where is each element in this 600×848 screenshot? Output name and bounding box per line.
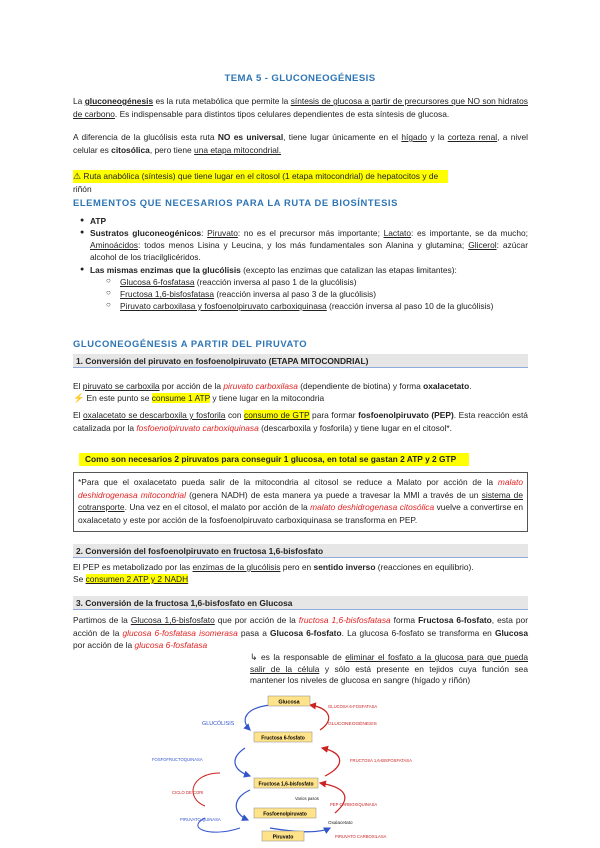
sub-bullet-icon: ○ (106, 288, 111, 297)
text: forma (390, 615, 419, 625)
list-item-atp: ATP (90, 216, 107, 226)
text: Partimos de la (73, 615, 131, 625)
text-bold: Glucosa 6-fosfato (270, 627, 342, 638)
bullet-icon: ● (80, 229, 85, 236)
enzyme-label: PIRUVATO CARBOXILASA (335, 834, 387, 839)
text-highlighted: consume 1 ATP (151, 393, 211, 403)
enzyme-label: GLUCOSA 6-FOSFATASA (328, 704, 378, 709)
text-bold: Glucosa (494, 627, 528, 638)
text-underlined: síntesis de glucosa a partir de precursores que NO son hidratos de carbono (73, 96, 528, 119)
f16bp-label: Fructosa 1,6-bisfosfato (258, 781, 314, 788)
text: , a nivel celular es (73, 132, 528, 155)
malate-shuttle-box (73, 472, 528, 532)
text: pero en (280, 562, 314, 572)
text: es la ruta metabólica que permite la (153, 96, 291, 106)
text: vuelve a convertirse en oxalacetato y este por acción de la fosfoenolpiruvato carboxiquinasa se transforma en PEP. (78, 502, 524, 525)
text: (dependiente de biotina) y forma (297, 381, 424, 391)
glucose-label: Glucosa (278, 699, 300, 706)
text-bold: sentido inverso (313, 562, 376, 572)
enzyme-name: fructosa 1,6-bisfosfatasa (298, 615, 391, 625)
arrow-down (236, 790, 250, 820)
text: A diferencia de la glucólisis esta ruta (73, 132, 218, 142)
term-gluconeogenesis: gluconeogénesis (84, 96, 154, 106)
text: Se (73, 574, 86, 584)
pep-label: Fosfoenolpiruvato (263, 811, 307, 818)
text: para formar (309, 410, 359, 420)
step-3-note (250, 652, 528, 687)
text: por acción de la (159, 381, 224, 391)
sub-bullet-icon: ○ (106, 300, 111, 309)
arrow-up (320, 783, 345, 813)
sub-item-3 (120, 300, 528, 312)
note-highlight: Como son necesarios 2 piruvatos para conseguir 1 glucosa, en total se gastan 2 ATP y 2 GTP (79, 453, 469, 466)
section-heading-pyruvate: GLUCONEOGÉNESIS A PARTIR DEL PIRUVATO (73, 338, 308, 349)
text-bold: oxalacetato (423, 381, 470, 391)
text: . Esta reacción está catalizada por la (73, 410, 528, 433)
text-underlined: Fructosa 1,6-bisfosfatasa (120, 289, 215, 299)
bullet-icon: ● (80, 217, 85, 224)
highlight-summary (73, 170, 448, 194)
page-title: TEMA 5 - GLUCONEOGÉNESIS (224, 73, 376, 84)
text: La (73, 96, 85, 106)
text-bold: NO es universal (217, 132, 284, 142)
text: , pero tiene (149, 144, 195, 155)
text-underlined: enzimas de la glucólisis (192, 562, 281, 572)
steps-label: Varios pasos (295, 796, 319, 801)
text-underlined: una etapa mitocondrial. (194, 144, 282, 155)
gluconeogenesis-label: GLUCONEOGÉNESIS (328, 722, 377, 727)
text: . (469, 381, 472, 391)
text: que por acción de la (214, 615, 299, 625)
step-1-paragraph-b (73, 392, 528, 405)
text: y tiene lugar en la mitocondria (210, 393, 325, 403)
oxalacetato-label: Oxalacetato (328, 820, 353, 825)
text: . Una vez en el citosol, el malato por acción de la (124, 502, 311, 513)
text-underlined: Piruvato (207, 228, 238, 238)
text-bold: fosfoenolpiruvato (PEP) (358, 410, 454, 420)
text: por acción de la (73, 640, 135, 651)
text: : todos menos Lisina y Leucina, y los más fundamentales son Alanina y glutamina; (137, 240, 469, 251)
step-1-paragraph-c (73, 409, 528, 434)
text-underlined: sistema de cotransporte (78, 489, 523, 513)
text-underlined: eliminar el fosfato a la glucosa para que pueda salir de la célula (250, 652, 528, 674)
text: (reacción inversa al paso 1 de la glucólisis) (194, 277, 357, 287)
list-item-enzimas (90, 264, 528, 276)
text: y sólo está presente en tejidos cuya función sea mantener los niveles de glucosa en sangre (hígado y riñón) (250, 663, 529, 686)
sub-bullet-icon: ○ (106, 276, 111, 285)
text: : (201, 228, 208, 238)
cori-cycle-label: CICLO DE CORI (172, 790, 204, 795)
intro-paragraph-2 (73, 131, 528, 156)
text-underlined: hígado (401, 132, 427, 142)
text: El PEP es metabolizado por las (73, 562, 193, 572)
enzyme-name: piruvato carboxilasa (223, 381, 298, 391)
text-underlined: Glucosa 1,6-bisfosfato (130, 615, 215, 625)
text: con (225, 410, 245, 420)
sub-item-1 (120, 276, 528, 288)
step-3-paragraph (73, 614, 528, 652)
list-item-sustratos (90, 227, 528, 264)
arrow-up (322, 748, 340, 776)
enzyme-label: PEP CARBOXIQUINASA (330, 802, 378, 807)
text-underlined: Piruvato carboxilasa y fosfoenolpiruvato carboxiquinasa (120, 301, 327, 311)
text: (genera NADH) de esta manera ya puede a travesar la MMI a través de un (185, 489, 482, 500)
warning-icon: ⚠ (73, 171, 82, 181)
text-highlighted: consumo de GTP (244, 410, 310, 420)
arrow-up (310, 705, 329, 730)
enzyme-name: glucosa 6-fosfatasa (134, 640, 208, 651)
arrow-down (245, 705, 270, 730)
text: , esta por acción de la (73, 615, 528, 638)
text-bold: citosólica (111, 144, 150, 155)
text-bold: Las mismas enzimas que la glucólisis (90, 265, 241, 275)
text: pasa a (237, 627, 271, 638)
text-highlighted: consumen 2 ATP y 2 NADH (85, 574, 189, 584)
enzyme-label: FRUCTOSA 1,6-BISFOSFATASA (350, 758, 412, 763)
text-underlined: oxalacetato se descarboxila y fosforila (83, 410, 226, 420)
text: (descarboxila y fosforila) y tiene lugar en el citosol*. (258, 422, 452, 433)
text: . Es indispensable para distintos tipos celulares dependientes de esta síntesis de glucosa. (114, 108, 450, 119)
text-underlined: piruvato se carboxila (82, 381, 160, 391)
sub-item-2 (120, 288, 528, 300)
f6p-label: Fructosa 6-fosfato (261, 735, 305, 742)
step-1-paragraph-a (73, 380, 528, 393)
pyruvate-label: Piruvato (272, 834, 294, 841)
enzyme-name: fosfoenolpiruvato carboxiquinasa (136, 422, 259, 433)
step-3-bar: 3. Conversión de la fructosa 1,6-bisfosfato en Glucosa (73, 596, 528, 610)
text: (reacción inversa al paso 10 de la glucólisis) (326, 301, 494, 311)
text: (excepto las enzimas que catalizan las etapas limitantes): (240, 265, 457, 275)
step-2-bar: 2. Conversión del fosfoenolpiruvato en fructosa 1,6-bisfosfato (73, 544, 528, 558)
text: : no es el precursor más importante; (237, 228, 384, 238)
enzyme-label: FOSFOFRUCTOQUINASA (152, 757, 203, 762)
text: y la (426, 132, 448, 142)
enzyme-name: malato deshidrogenasa citosólica (310, 502, 435, 513)
text: (reacción inversa al paso 3 de la glucólisis) (214, 289, 377, 299)
text: . La glucosa 6-fosfato se transforma en (341, 627, 495, 638)
text: es la responsable de (261, 652, 346, 662)
enzyme-name: glucosa 6-fosfatasa isomerasa (122, 627, 238, 638)
return-arrow-icon: ↳ (250, 652, 258, 662)
text: : azúcar alcohol de los triacilglicéridos. (90, 240, 528, 263)
text-underlined: corteza renal (447, 132, 498, 142)
step-2-paragraph-b (73, 573, 528, 586)
enzyme-label: PIRUVATO QUINASA (180, 817, 221, 822)
bullet-icon: ● (80, 266, 85, 273)
text: En este punto se (86, 393, 152, 403)
text-underlined: Aminoácidos (90, 240, 138, 251)
text: El (73, 381, 83, 391)
step-1-bar: 1. Conversión del piruvato en fosfoenolpiruvato (ETAPA MITOCONDRIAL) (73, 354, 528, 368)
section-heading-elements: ELEMENTOS QUE NECESARIOS PARA LA RUTA DE BIOSÍNTESIS (73, 197, 398, 208)
text-underlined: Lactato (383, 228, 412, 238)
glucolisis-label: GLUCÓLISIS (202, 721, 235, 727)
text: El (73, 410, 83, 420)
text-underlined: Glicerol (468, 240, 497, 251)
text: *Para que el oxalacetato pueda salir de la mitocondria al citosol se reduce a Malato por acción de la (78, 477, 498, 487)
arrow-down (235, 748, 250, 776)
text-bold: Sustratos gluconeogénicos (90, 228, 202, 238)
text-underlined: Glucosa 6-fosfatasa (120, 277, 195, 287)
text: , tiene lugar únicamente en el (283, 132, 402, 142)
gluconeogenesis-diagram (150, 688, 440, 844)
enzyme-name: malato deshidrogenasa mitocondrial (78, 477, 523, 500)
text-bold: Fructosa 6-fosfato (418, 615, 492, 625)
text: (reacciones en equilibrio). (375, 562, 474, 572)
lightning-icon: ⚡ (73, 393, 85, 403)
text: : es importante, se da mucho; (411, 228, 529, 238)
highlight-text: Ruta anabólica (síntesis) que tiene lugar en el citosol (1 etapa mitocondrial) de hepatocitos y de riñón (73, 171, 439, 194)
intro-paragraph-1 (73, 95, 528, 120)
step-2-paragraph-a (73, 561, 528, 574)
